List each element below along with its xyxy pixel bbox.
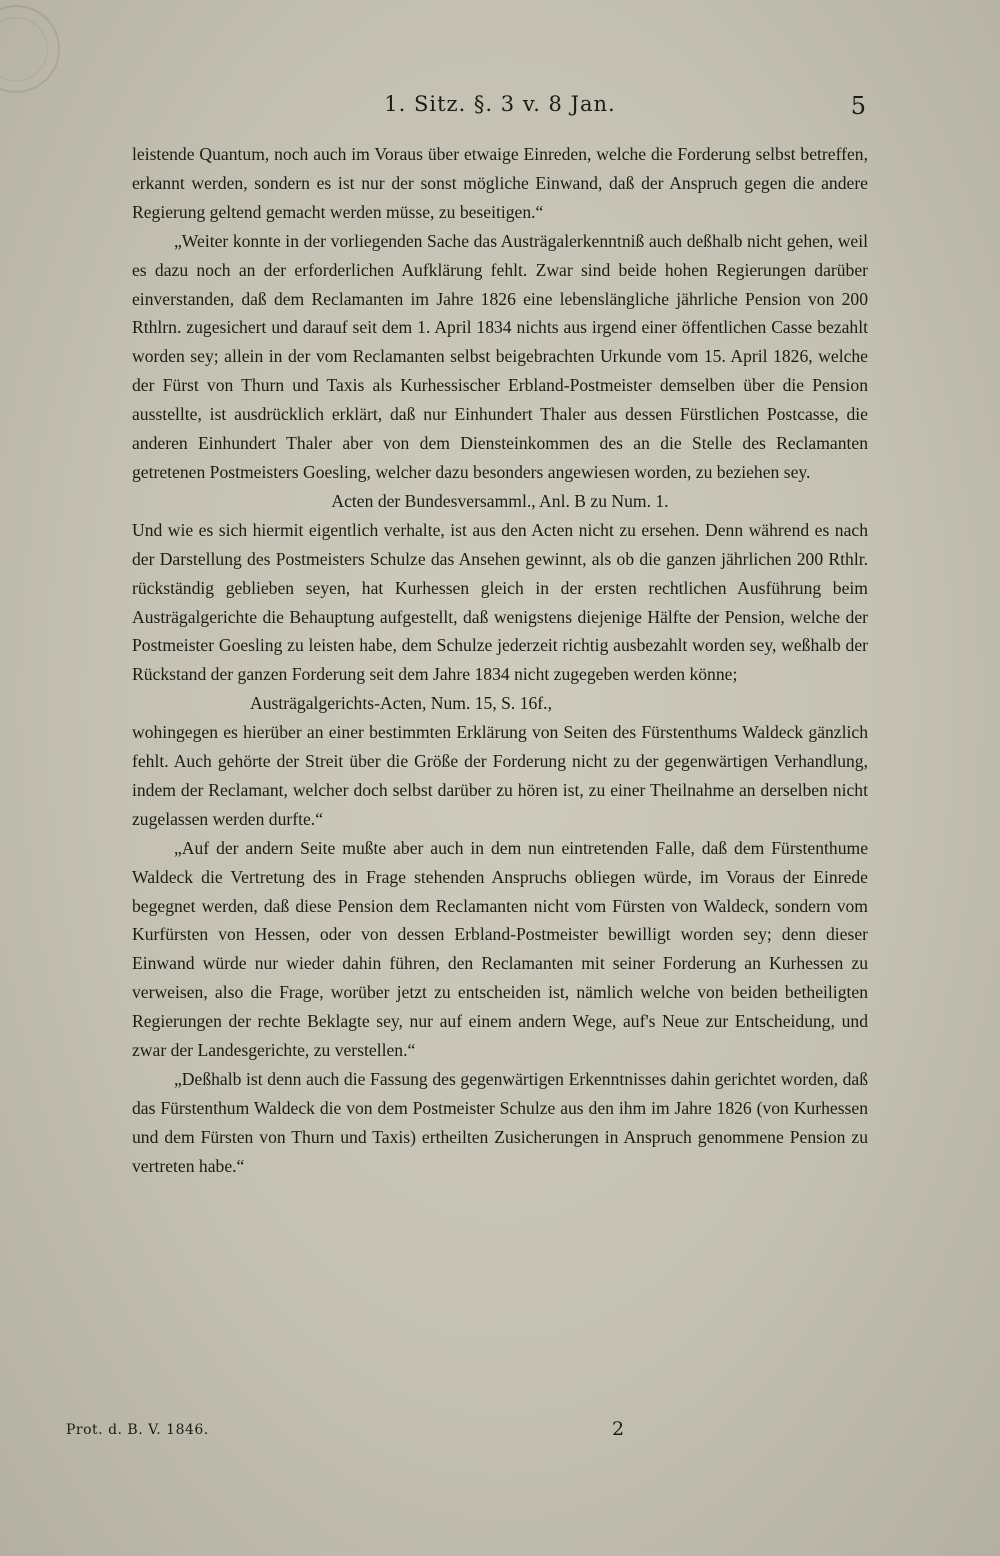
paragraph: Und wie es sich hiermit eigentlich verhalte, ist aus den Acten nicht zu ersehen. Denn während es nach der Darstellung des Postmeisters Schulze das Ansehen gewinnt, als ob die ganzen jährlichen 200 Rthlr. rückständig geblieben seyen, hat Kurhessen gleich in der ersten rechtlichen Ausführung beim Austrägalgerichte die Behauptung aufgestellt, daß wenigstens diejenige Hälfte der Pension, welche der Postmeister Goesling zu leisten habe, dem Schulze jederzeit richtig ausbezahlt worden sey, weßhalb der Rückstand der ganzen Forderung seit dem Jahre 1834 nicht zugegeben werden könne; xyxy=(132,519,868,685)
signature-mark: 2 xyxy=(612,1418,625,1440)
paragraph: wohingegen es hierüber an einer bestimmten Erklärung von Seiten des Fürstenthums Waldeck gänzlich fehlt. Auch gehörte der Streit über die Größe der Forderung nicht zu der gegenwärtigen Verhandlung, indem der Reclamant, welcher doch selbst darüber zu hören ist, zu einer Theilnahme an derselben nicht zugelassen werden durfte.“ xyxy=(132,722,868,829)
citation: Acten der Bundesversamml., Anl. B zu Num. 1. xyxy=(331,490,669,511)
paragraph: „Auf der andern Seite mußte aber auch in dem nun eintretenden Falle, daß dem Fürstenthume Waldeck die Vertretung des in Frage stehenden Anspruchs obliegen würde, im Voraus der Einrede begegnet werden, daß diese Pension dem Reclamanten nicht vom Fürsten von Waldeck, sondern vom Kurfürsten von Hessen, oder von dessen Erbland-Postmeister bewilligt worden sey; denn dieser Einwand würde nur wieder dahin führen, den Reclamanten mit seiner Forderung an Kurhessen zu verweisen, also die Frage, worüber jetzt zu entscheiden ist, nämlich welche von beiden betheiligten Regierungen der rechte Beklagte sey, nur auf einem andern Wege, auf's Neue zur Entscheidung, und zwar der Landesgerichte, zu verstellen.“ xyxy=(132,837,868,1061)
imprint-line: Prot. d. B. V. 1846. xyxy=(66,1422,209,1438)
page-header xyxy=(0,92,1000,126)
body-text xyxy=(132,140,868,1181)
paragraph: leistende Quantum, noch auch im Voraus über etwaige Einreden, welche die Forderung selbst betreffen, erkannt werden, sondern es ist nur der sonst mögliche Einwand, daß der Anspruch gegen die andere Regierung geltend gemacht werden müsse, zu beseitigen.“ xyxy=(132,144,868,222)
citation: Austrägalgerichts-Acten, Num. 15, S. 16f., xyxy=(250,693,552,714)
page-number: 5 xyxy=(850,92,866,120)
running-head: 1. Sitz. §. 3 v. 8 Jan. xyxy=(384,92,616,116)
library-stamp xyxy=(0,5,60,93)
page-footer xyxy=(0,1418,1000,1448)
paragraph: „Weiter konnte in der vorliegenden Sache das Austrägalerkenntniß auch deßhalb nicht gehen, weil es dazu noch an der erforderlichen Aufklärung fehlt. Zwar sind beide hohen Regierungen darüber einverstanden, daß dem Reclamanten im Jahre 1826 eine lebenslängliche jährliche Pension von 200 Rthlrn. zugesichert und darauf seit dem 1. April 1834 nichts aus irgend einer öffentlichen Casse bezahlt worden sey; allein in der vom Reclamanten selbst beigebrachten Urkunde vom 15. April 1826, welche der Fürst von Thurn und Taxis als Kurhessischer Erbland-Postmeister demselben über die Pension ausstellte, ist ausdrücklich erklärt, daß nur Einhundert Thaler aus dessen Fürstlichen Postcasse, die anderen Einhundert Thaler aber von dem Diensteinkommen des an die Stelle des Reclamanten getretenen Postmeisters Goesling, welcher dazu besonders angewiesen worden, zu beziehen sey. xyxy=(132,230,868,482)
paragraph: „Deßhalb ist denn auch die Fassung des gegenwärtigen Erkenntnisses dahin gerichtet worden, daß das Fürstenthum Waldeck die von dem Postmeister Schulze aus den ihm im Jahre 1826 (von Kurhessen und dem Fürsten von Thurn und Taxis) ertheilten Zusicherungen in Anspruch genommene Pension zu vertreten habe.“ xyxy=(132,1069,868,1176)
